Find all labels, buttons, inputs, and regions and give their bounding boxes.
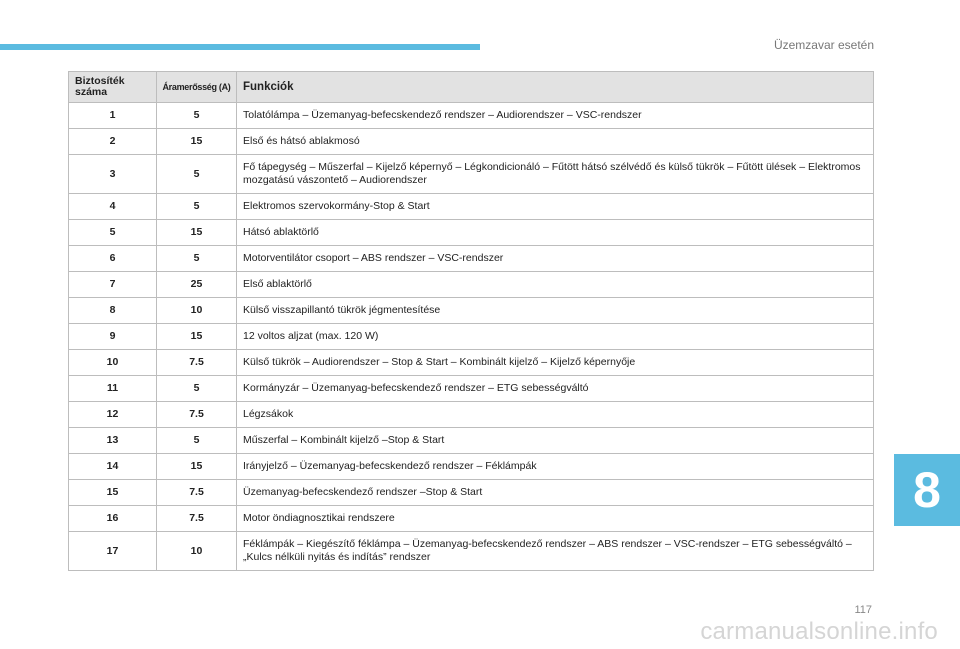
table-row — [69, 298, 874, 324]
top-accent-bar — [0, 44, 480, 50]
cell-fuse-number: 16 — [69, 506, 157, 532]
cell-fuse-number: 6 — [69, 246, 157, 272]
table-row — [69, 103, 874, 129]
cell-function: Motorventilátor csoport – ABS rendszer – VSC-rendszer — [237, 246, 874, 272]
table-row — [69, 402, 874, 428]
table-row — [69, 272, 874, 298]
section-title: Üzemzavar esetén — [773, 38, 874, 52]
table-row — [69, 220, 874, 246]
fuse-table-body — [69, 103, 874, 571]
table-row — [69, 506, 874, 532]
cell-fuse-number: 17 — [69, 532, 157, 571]
cell-function: Első ablaktörlő — [237, 272, 874, 298]
cell-fuse-number: 14 — [69, 454, 157, 480]
cell-amperage: 7.5 — [157, 350, 237, 376]
cell-fuse-number: 4 — [69, 194, 157, 220]
header-functions: Funkciók — [237, 72, 874, 103]
cell-fuse-number: 12 — [69, 402, 157, 428]
table-row — [69, 428, 874, 454]
cell-function: Elektromos szervokormány-Stop & Start — [237, 194, 874, 220]
cell-function: Légzsákok — [237, 402, 874, 428]
table-row — [69, 350, 874, 376]
table-row — [69, 480, 874, 506]
cell-fuse-number: 13 — [69, 428, 157, 454]
cell-function: Műszerfal – Kombinált kijelző –Stop & Start — [237, 428, 874, 454]
cell-function: Üzemanyag-befecskendező rendszer –Stop & Start — [237, 480, 874, 506]
cell-function: Féklámpák – Kiegészítő féklámpa – Üzemanyag-befecskendező rendszer – ABS rendszer – VSC-rendszer – ETG sebességváltó – „Kulcs nélküli nyitás és indítás” rendszer — [237, 532, 874, 571]
cell-function: Hátsó ablaktörlő — [237, 220, 874, 246]
cell-amperage: 10 — [157, 532, 237, 571]
cell-function: Külső visszapillantó tükrök jégmentesítése — [237, 298, 874, 324]
table-row — [69, 532, 874, 571]
cell-amperage: 15 — [157, 324, 237, 350]
table-row — [69, 324, 874, 350]
table-header-row — [69, 72, 874, 103]
cell-fuse-number: 7 — [69, 272, 157, 298]
cell-amperage: 5 — [157, 103, 237, 129]
cell-fuse-number: 2 — [69, 129, 157, 155]
table-row — [69, 376, 874, 402]
cell-fuse-number: 15 — [69, 480, 157, 506]
cell-amperage: 7.5 — [157, 480, 237, 506]
chapter-tab: 8 — [894, 454, 960, 526]
cell-amperage: 5 — [157, 246, 237, 272]
cell-amperage: 5 — [157, 155, 237, 194]
cell-fuse-number: 3 — [69, 155, 157, 194]
cell-amperage: 15 — [157, 454, 237, 480]
table-row — [69, 155, 874, 194]
watermark: carmanualsonline.info — [700, 618, 938, 645]
header-fuse-number: Biztosíték száma — [69, 72, 157, 103]
fuse-table — [68, 71, 874, 571]
table-row — [69, 129, 874, 155]
cell-function: Tolatólámpa – Üzemanyag-befecskendező rendszer – Audiorendszer – VSC-rendszer — [237, 103, 874, 129]
cell-function: 12 voltos aljzat (max. 120 W) — [237, 324, 874, 350]
cell-amperage: 15 — [157, 129, 237, 155]
cell-fuse-number: 10 — [69, 350, 157, 376]
cell-function: Motor öndiagnosztikai rendszere — [237, 506, 874, 532]
cell-amperage: 25 — [157, 272, 237, 298]
cell-function: Külső tükrök – Audiorendszer – Stop & Start – Kombinált kijelző – Kijelző képernyője — [237, 350, 874, 376]
cell-fuse-number: 11 — [69, 376, 157, 402]
cell-amperage: 5 — [157, 376, 237, 402]
table-row — [69, 194, 874, 220]
cell-fuse-number: 9 — [69, 324, 157, 350]
table-row — [69, 246, 874, 272]
header-amperage: Áramerősség (A) — [157, 72, 237, 103]
cell-amperage: 5 — [157, 194, 237, 220]
cell-fuse-number: 1 — [69, 103, 157, 129]
cell-amperage: 10 — [157, 298, 237, 324]
cell-function: Kormányzár – Üzemanyag-befecskendező rendszer – ETG sebességváltó — [237, 376, 874, 402]
cell-amperage: 7.5 — [157, 402, 237, 428]
page-number: 117 — [854, 604, 872, 616]
cell-fuse-number: 8 — [69, 298, 157, 324]
cell-function: Első és hátsó ablakmosó — [237, 129, 874, 155]
cell-fuse-number: 5 — [69, 220, 157, 246]
cell-function: Fő tápegység – Műszerfal – Kijelző képernyő – Légkondicionáló – Fűtött hátsó szélvédő és külső tükrök – Fűtött ülések – Elektromos mozgatású vászontető – Audiorendszer — [237, 155, 874, 194]
table-row — [69, 454, 874, 480]
cell-amperage: 7.5 — [157, 506, 237, 532]
cell-amperage: 15 — [157, 220, 237, 246]
cell-function: Irányjelző – Üzemanyag-befecskendező rendszer – Féklámpák — [237, 454, 874, 480]
cell-amperage: 5 — [157, 428, 237, 454]
